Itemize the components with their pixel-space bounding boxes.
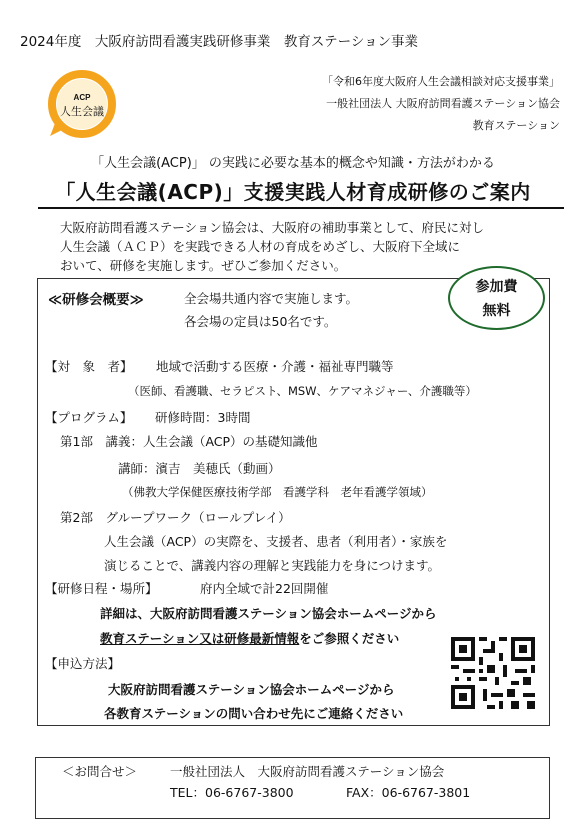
schedule-detail-link[interactable]: 教育ステーション又は研修最新情報 (100, 631, 300, 646)
fee-value: 無料 (482, 303, 511, 319)
org-project-name: 「令和6年度大阪府人生会議相談対応支援事業」 (322, 75, 560, 88)
program-part2: 第2部 グループワーク（ロールプレイ） (60, 510, 291, 525)
intro-line: 大阪府訪問看護ステーション協会は、大阪府の補助事業として、府民に対し (60, 220, 485, 235)
overview-label: ≪研修会概要≫ (48, 292, 144, 308)
overview-line: 全会場共通内容で実施します。 (184, 291, 359, 306)
schedule-detail: 詳細は、大阪府訪問看護ステーション協会ホームページから (100, 606, 437, 621)
schedule-detail-rest: をご参照ください (299, 631, 400, 646)
program-affiliation: （佛教大学保健医療技術学部 看護学科 老年看護学領域） (122, 485, 433, 499)
org-station-name: 教育ステーション (472, 119, 560, 132)
target-label: 【対 象 者】 (45, 359, 133, 374)
schedule-text: 府内全域で計22回開催 (200, 581, 329, 596)
qr-code[interactable] (447, 633, 539, 713)
acp-logo (48, 70, 116, 138)
page-title: 「人生会議(ACP)」支援実践人材育成研修のご案内 (55, 180, 531, 204)
logo-label: 人生会議 (60, 105, 104, 118)
target-sub: （医師、看護職、セラピスト、MSW、ケアマネジャー、介護職等） (128, 384, 477, 398)
apply-line: 各教育ステーションの問い合わせ先にご連絡ください (104, 706, 404, 721)
header-program-line: 2024年度 大阪府訪問看護実践研修事業 教育ステーション事業 (20, 34, 419, 50)
intro-line: おいて、研修を実施します。ぜひご参加ください。 (60, 258, 347, 273)
tagline: 「人生会議(ACP)」 の実践に必要な基本的概念や知識・方法がわかる (91, 156, 495, 171)
title-underline (38, 207, 564, 209)
overview-line: 各会場の定員は50名です。 (184, 314, 337, 329)
program-time: 研修時間：3時間 (155, 410, 251, 425)
program-label: 【プログラム】 (45, 410, 133, 425)
program-part1: 第1部 講義：人生会議（ACP）の基礎知識他 (60, 434, 318, 449)
apply-label: 【申込方法】 (45, 656, 121, 671)
logo-acp-text: ACP (73, 93, 91, 102)
contact-label: ＜お問合せ＞ (62, 764, 138, 779)
schedule-label: 【研修日程・場所】 (45, 581, 158, 596)
program-part2-desc: 人生会議（ACP）の実際を、支援者、患者（利用者）・家族を (104, 534, 448, 549)
contact-tel[interactable]: TEL：06-6767-3800 (170, 785, 294, 800)
program-part2-desc: 演じることで、講義内容の理解と実践能力を身につけます。 (104, 558, 441, 573)
fee-label: 参加費 (475, 279, 518, 295)
intro-line: 人生会議（ＡＣＰ）を実践できる人材の育成をめざし、大阪府下全域に (60, 239, 461, 254)
apply-line: 大阪府訪問看護ステーション協会ホームページから (108, 682, 395, 697)
contact-org: 一般社団法人 大阪府訪問看護ステーション協会 (170, 764, 445, 779)
schedule-detail (100, 629, 399, 647)
contact-fax: FAX：06-6767-3801 (346, 785, 471, 800)
program-lecturer: 講師：濱吉 美穂氏（動画） (118, 461, 281, 476)
fee-badge (448, 266, 545, 330)
target-text: 地域で活動する医療・介護・福祉専門職等 (156, 359, 394, 374)
org-association-name: 一般社団法人 大阪府訪問看護ステーション協会 (326, 97, 560, 110)
